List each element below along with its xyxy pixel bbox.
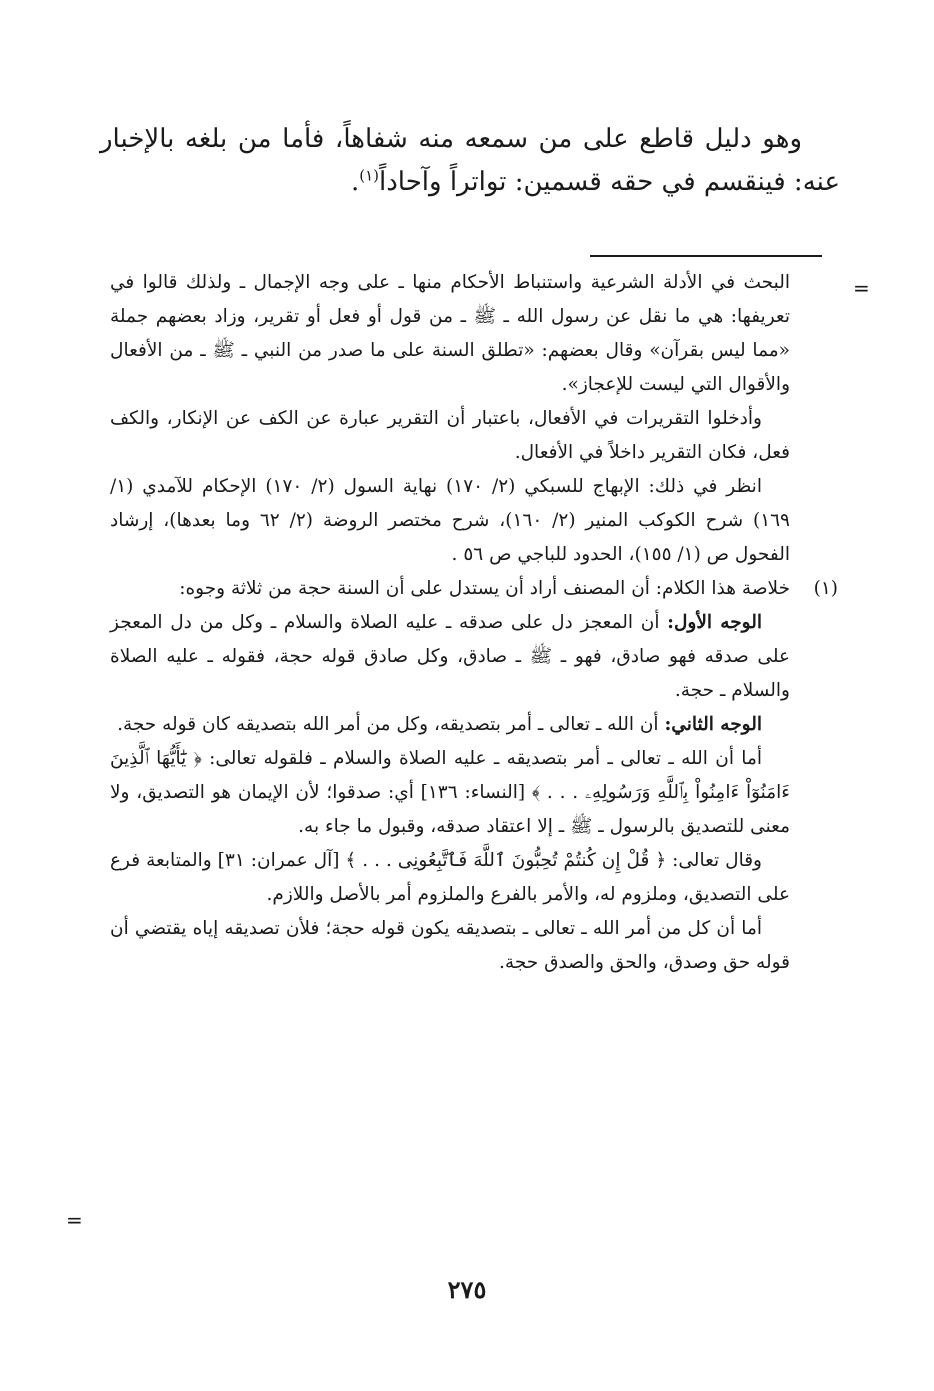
main-paragraph-end: . <box>350 167 360 197</box>
footnote-references-paragraph: انظر في ذلك: الإبهاج للسبكي (٢/ ١٧٠) نهاية السول (٢/ ١٧٠) الإحكام للآمدي (١/ ١٦٩) شرح الكوكب المنير (٢/ ١٦٠)، شرح مختصر الروضة (٢/ ٦٢ وما بعدها)، إرشاد الفحول ص (١/ ١٥٥)، الحدود للباجي ص ٥٦ . <box>110 476 790 565</box>
main-text <box>100 118 840 204</box>
footnote-paragraph: وقال تعالى: ﴿ قُلْ إِن كُنتُمْ تُحِبُّونَ ٱللَّهَ فَٱتَّبِعُونِى . . . ﴾ [آل عمران: ٣١] والمتابعة فرع على التصديق، وملزوم له، والأمر بالفرع والملزوم أمر بالأصل واللازم. <box>110 850 790 905</box>
footnote-second-aspect <box>110 708 790 742</box>
main-paragraph <box>100 118 840 204</box>
second-aspect-text: أن الله ـ تعالى ـ أمر بتصديقه، وكل من أمر الله بتصديقه كان قوله حجة. <box>117 714 665 735</box>
footnote-first-aspect <box>110 606 790 708</box>
footnote-continuation-paragraph: وأدخلوا التقريرات في الأفعال، باعتبار أن التقرير عبارة عن الكف عن الإنكار، والكف فعل، فكان التقرير داخلاً في الأفعال. <box>110 408 790 463</box>
footnote-continuation-paragraph: البحث في الأدلة الشرعية واستنباط الأحكام منها ـ على وجه الإجمال ـ ولذلك قالوا في تعريفها: هي ما نقل عن رسول الله ـ ﷺ ـ من قول أو فعل أو تقرير، وزاد بعضهم جملة «مما ليس بقرآن» وقال بعضهم: «تطلق السنة على ما صدر من النبي ـ ﷺ ـ من الأفعال والأقوال التي ليست للإعجاز». <box>110 272 790 395</box>
first-aspect-label: الوجه الأول: <box>667 612 762 633</box>
footnote-1 <box>110 572 838 980</box>
page-number: ٢٧٥ <box>447 1275 487 1304</box>
first-aspect-text: أن المعجز دل على صدقه ـ عليه الصلاة والسلام ـ وكل من دل المعجز على صدقه فهو صادق، فهو ـ ﷺ ـ صادق، وكل صادق قوله حجة، فقوله ـ عليه الصلاة والسلام ـ حجة. <box>110 612 790 701</box>
footnote-intro: خلاصة هذا الكلام: أن المصنف أراد أن يستدل على أن السنة حجة من ثلاثة وجوه: <box>179 578 790 599</box>
footnote-paragraph: أما أن الله ـ تعالى ـ أمر بتصديقه ـ عليه الصلاة والسلام ـ فلقوله تعالى: ﴿ يَٰٓأَيُّهَا ٱلَّذِينَ ءَامَنُوٓاْ ءَامِنُواْ بِٱللَّهِ وَرَسُولِهِۦ . . . ﴾ [النساء: ١٣٦] أي: صدقوا؛ لأن الإيمان هو التصديق، ولا معنى للتصديق بالرسول ـ ﷺ ـ إلا اعتقاد صدقه، وقبول ما جاء به. <box>110 748 791 837</box>
second-aspect-label: الوجه الثاني: <box>664 714 762 735</box>
main-paragraph-text: وهو دليل قاطع على من سمعه منه شفاهاً، فأما من بلغه بالإخبار عنه: فينقسم في حقه قسمين: تواتراً وآحاداً <box>100 124 840 197</box>
continuation-mark-top: = <box>853 276 870 300</box>
footnotes <box>110 266 838 980</box>
footnote-reference[interactable]: (١) <box>359 166 379 185</box>
footnote-number: (١) <box>813 578 838 599</box>
footnote-separator <box>590 255 822 257</box>
footnote-paragraph: أما أن كل من أمر الله ـ تعالى ـ بتصديقه يكون قوله حجة؛ فلأن تصديقه إياه يقتضي أن قوله حق وصدق، والحق والصدق حجة. <box>110 918 790 973</box>
continuation-mark-bottom: = <box>66 1208 83 1232</box>
